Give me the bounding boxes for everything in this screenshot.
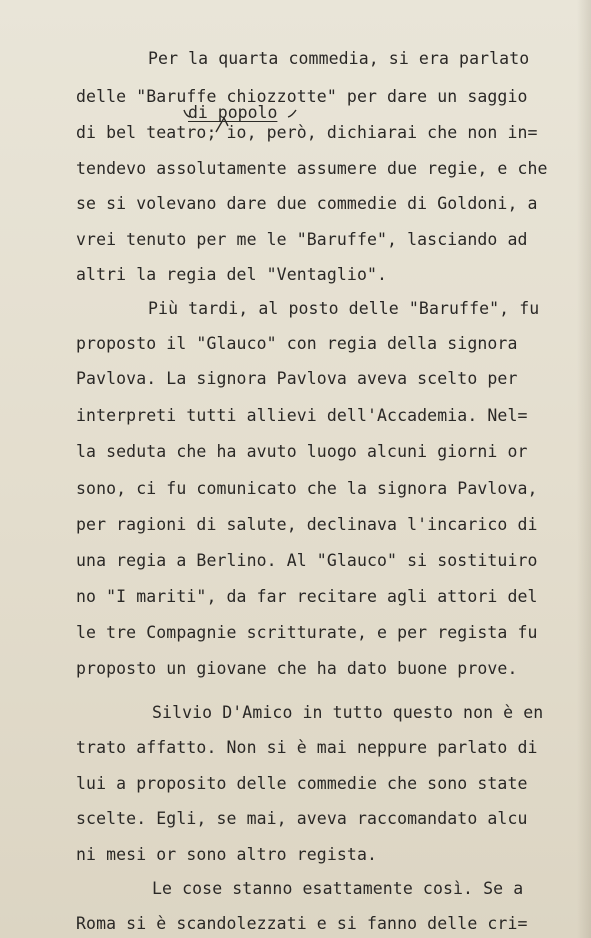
- text-line-22: scelte. Egli, se mai, aveva raccomandato alcu: [76, 809, 528, 828]
- text-line-2: delle "Baruffe chiozzotte" per dare un saggio: [76, 87, 528, 106]
- text-line-17: le tre Compagnie scritturate, e per regista fu: [76, 623, 538, 642]
- text-line-18: proposto un giovane che ha dato buone prove.: [76, 659, 518, 678]
- text-line-24: Le cose stanno esattamente così. Se a: [152, 879, 524, 898]
- text-line-25: Roma si è scandolezzati e si fanno delle cri=: [76, 914, 528, 933]
- text-line-23: ni mesi or sono altro regista.: [76, 845, 378, 864]
- text-line-7: altri la regia del "Ventaglio".: [76, 265, 388, 284]
- text-line-8: Più tardi, al posto delle "Baruffe", fu: [148, 299, 540, 318]
- text-line-12: la seduta che ha avuto luogo alcuni giorni or: [76, 442, 528, 461]
- text-line-21: lui a proposito delle commedie che sono state: [76, 774, 528, 793]
- text-line-4: tendevo assolutamente assumere due regie, e che: [76, 159, 548, 178]
- text-line-13: sono, ci fu comunicato che la signora Pavlova,: [76, 479, 538, 498]
- text-line-14: per ragioni di salute, declinava l'incarico di: [76, 515, 538, 534]
- text-line-10: Pavlova. La signora Pavlova aveva scelto per: [76, 369, 518, 388]
- text-line-16: no "I mariti", da far recitare agli attori del: [76, 587, 538, 606]
- text-line-11: interpreti tutti allievi dell'Accademia. Nel=: [76, 406, 528, 425]
- text-line-1: Per la quarta commedia, si era parlato: [148, 49, 530, 68]
- text-line-5: se si volevano dare due commedie di Goldoni, a: [76, 194, 538, 213]
- text-line-19: Silvio D'Amico in tutto questo non è en: [152, 703, 544, 722]
- handwritten-insertion: di popolo: [188, 103, 278, 122]
- text-line-6: vrei tenuto per me le "Baruffe", lasciando ad: [76, 230, 528, 249]
- text-line-20: trato affatto. Non si è mai neppure parlato di: [76, 738, 538, 757]
- text-line-15: una regia a Berlino. Al "Glauco" si sostituiro: [76, 551, 538, 570]
- text-line-3: di bel teatro; io, però, dichiarai che non in=: [76, 123, 538, 142]
- text-line-9: proposto il "Glauco" con regia della signora: [76, 334, 518, 353]
